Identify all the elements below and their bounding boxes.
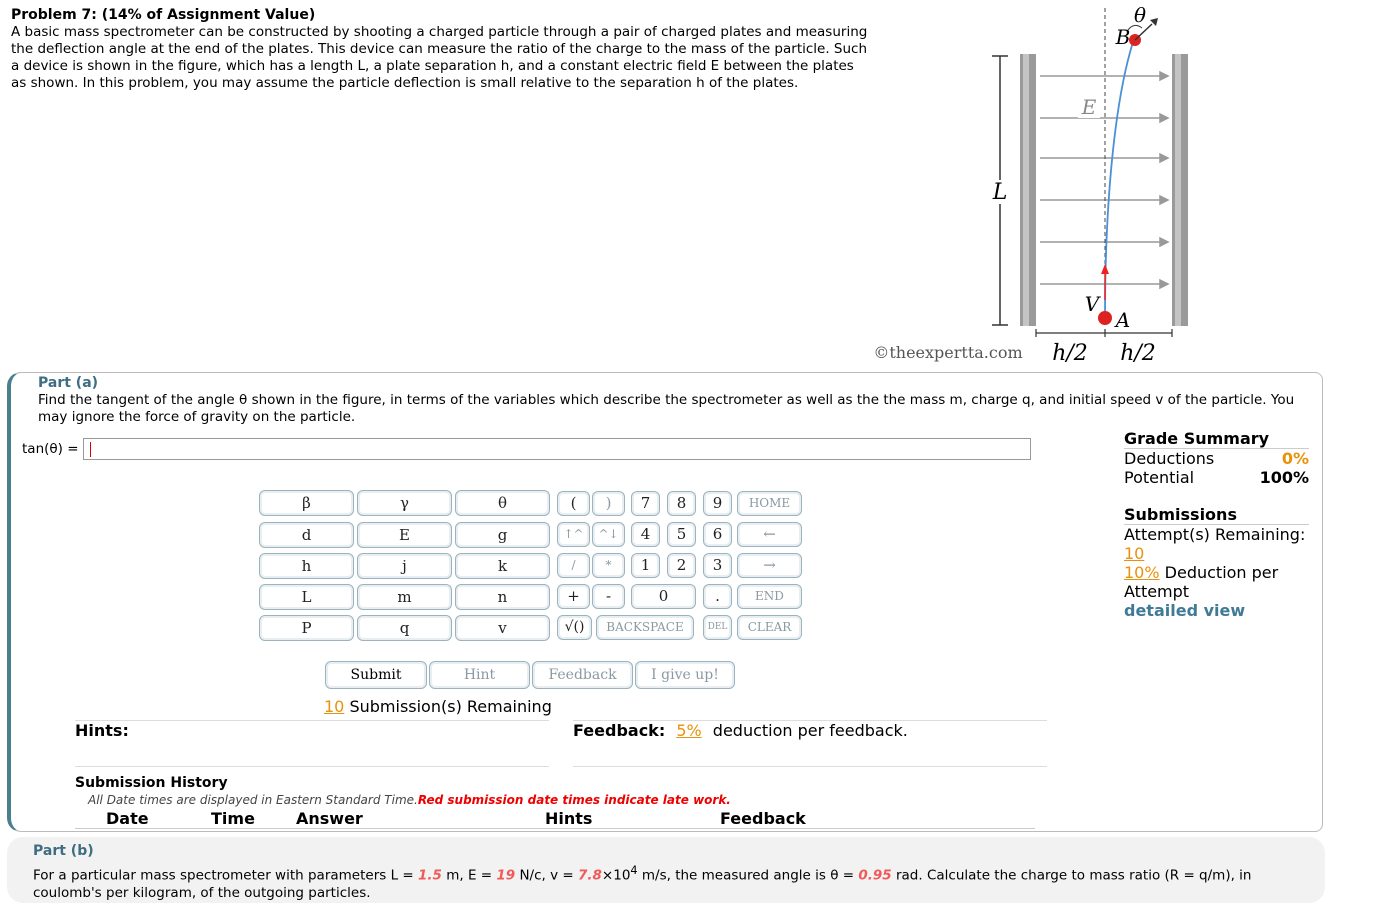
label-V: V	[1084, 292, 1100, 316]
history-col-date: Date	[106, 809, 149, 828]
part-b-text-6: rad. Calculate the charge to mass ratio (R = q/m), in coulomb's per kilogram, of the outgoing particles.	[33, 867, 1252, 901]
param-E: 19	[496, 867, 516, 884]
submissions-remaining-label: Submission(s) Remaining	[349, 697, 552, 716]
history-col-time: Time	[211, 809, 255, 828]
feedback-info	[573, 721, 908, 740]
key-L[interactable]: L	[259, 584, 354, 610]
history-col-hints: Hints	[545, 809, 593, 828]
key-6[interactable]: 6	[703, 522, 732, 547]
key-left-arrow[interactable]: ←	[737, 522, 802, 547]
part-b-text-4: ×10	[601, 867, 631, 884]
key-home[interactable]: HOME	[737, 491, 802, 516]
answer-input[interactable]	[83, 438, 1031, 460]
key-j[interactable]: j	[357, 553, 452, 579]
submission-history-title: Submission History	[75, 775, 228, 791]
key-5[interactable]: 5	[667, 522, 696, 547]
key-d[interactable]: d	[259, 522, 354, 548]
key-multiply[interactable]: *	[592, 553, 625, 578]
text-cursor	[90, 442, 91, 457]
hints-label: Hints:	[75, 721, 129, 740]
key-minus[interactable]: -	[592, 584, 625, 609]
key-theta[interactable]: θ	[455, 490, 550, 516]
key-down-power[interactable]: ^↓	[592, 522, 625, 547]
key-v[interactable]: v	[455, 615, 550, 641]
history-header-divider	[75, 828, 1035, 829]
param-L: 1.5	[418, 867, 442, 884]
label-theta: θ	[1133, 3, 1147, 27]
label-A: A	[1115, 308, 1131, 332]
part-b-text-2: m, E =	[441, 867, 497, 884]
key-0[interactable]: 0	[631, 584, 696, 609]
attempt-deduction-text: Deduction per Attempt	[1124, 563, 1279, 601]
key-up-power[interactable]: ↑^	[557, 522, 590, 547]
key-end[interactable]: END	[737, 584, 802, 609]
submit-button[interactable]: Submit	[325, 661, 427, 689]
param-theta: 0.95	[858, 867, 892, 884]
key-gamma[interactable]: γ	[357, 490, 452, 516]
key-E[interactable]: E	[357, 522, 452, 548]
part-b-text-1: For a particular mass spectrometer with parameters L =	[33, 867, 418, 884]
key-P[interactable]: P	[259, 615, 354, 641]
key-plus[interactable]: +	[557, 584, 590, 609]
key-q[interactable]: q	[357, 615, 452, 641]
submissions-title: Submissions	[1124, 505, 1309, 525]
key-right-arrow[interactable]: →	[737, 553, 802, 578]
key-del[interactable]: DEL	[703, 615, 732, 640]
hint-button[interactable]: Hint	[429, 661, 530, 689]
part-b-text-3: N/c, v =	[515, 867, 578, 884]
submissions-remaining	[324, 697, 552, 716]
key-7[interactable]: 7	[631, 491, 660, 516]
give-up-button[interactable]: I give up!	[635, 661, 735, 689]
figure-copyright: ©theexpertta.com	[873, 343, 1023, 362]
key-g[interactable]: g	[455, 522, 550, 548]
hints-bottom-divider	[75, 766, 549, 767]
key-backspace[interactable]: BACKSPACE	[596, 615, 694, 640]
timezone-note: All Date times are displayed in Eastern Standard Time.	[88, 793, 418, 807]
attempts-label: Attempt(s) Remaining:	[1124, 525, 1306, 544]
spectrometer-figure	[860, 0, 1190, 368]
key-beta[interactable]: β	[259, 490, 354, 516]
key-n[interactable]: n	[455, 584, 550, 610]
detailed-view-link[interactable]: detailed view	[1124, 601, 1246, 620]
key-9[interactable]: 9	[703, 491, 732, 516]
key-divide[interactable]: /	[557, 553, 590, 578]
label-E: E	[1081, 95, 1097, 119]
hints-top-divider	[75, 720, 549, 721]
key-clear[interactable]: CLEAR	[737, 615, 802, 640]
submission-history-note	[88, 793, 731, 807]
answer-label: tan(θ) =	[22, 441, 79, 457]
attempts-value: 10	[1124, 544, 1145, 563]
key-3[interactable]: 3	[703, 553, 732, 578]
key-2[interactable]: 2	[667, 553, 696, 578]
feedback-button[interactable]: Feedback	[532, 661, 633, 689]
late-work-note: Red submission date times indicate late work.	[417, 793, 731, 807]
feedback-label: Feedback:	[573, 721, 666, 740]
part-a-title: Part (a)	[38, 375, 99, 391]
potential-label: Potential	[1124, 468, 1195, 487]
potential-value: 100%	[1259, 468, 1309, 487]
grade-summary-title: Grade Summary	[1124, 429, 1309, 449]
part-b-text	[33, 862, 1303, 902]
label-L: L	[992, 180, 1008, 205]
key-1[interactable]: 1	[631, 553, 660, 578]
key-h[interactable]: h	[259, 553, 354, 579]
deductions-label: Deductions	[1124, 449, 1215, 468]
param-v: 7.8	[578, 867, 602, 884]
key-m[interactable]: m	[357, 584, 452, 610]
problem-title: Problem 7: (14% of Assignment Value)	[11, 7, 316, 23]
deductions-value: 0%	[1281, 449, 1309, 468]
problem-text: A basic mass spectrometer can be constructed by shooting a charged particle through a pair of charged plates and measuring the deflection angle at the end of the plates. This device can measure the ratio of the charge to the mass of the particle. Such a device is shown in the figure, which has a length L, a plate separation h, and a constant electric field E between the plates as shown. In this problem, you may assume the particle deflection is small relative to the separation h of the plates.	[11, 24, 868, 91]
feedback-deduction-pct: 5%	[676, 721, 702, 740]
key-8[interactable]: 8	[667, 491, 696, 516]
key-4[interactable]: 4	[631, 522, 660, 547]
key-open-paren[interactable]: (	[557, 491, 590, 516]
grade-summary	[1124, 429, 1309, 620]
part-a-text: Find the tangent of the angle θ shown in the figure, in terms of the variables which describe the spectrometer as well as the the mass m, charge q, and initial speed v of the particle. You may ignore the force of gravity on the particle.	[38, 392, 1295, 425]
feedback-deduction-text: deduction per feedback.	[712, 721, 908, 740]
label-h-half-left: h/2	[1052, 341, 1088, 366]
history-col-answer: Answer	[296, 809, 363, 828]
param-v-exponent: 4	[630, 864, 638, 877]
part-b-title: Part (b)	[33, 843, 94, 859]
label-h-half-right: h/2	[1120, 341, 1156, 366]
part-b-text-5: m/s, the measured angle is θ =	[637, 867, 859, 884]
submissions-remaining-count: 10	[324, 697, 345, 716]
key-k[interactable]: k	[455, 553, 550, 579]
history-col-feedback: Feedback	[720, 809, 806, 828]
key-dot[interactable]: .	[703, 584, 732, 609]
attempt-deduction-pct: 10%	[1124, 563, 1160, 582]
key-sqrt[interactable]: √()	[557, 615, 592, 640]
key-close-paren[interactable]: )	[592, 491, 625, 516]
feedback-bottom-divider	[573, 766, 1047, 767]
label-B: B	[1115, 25, 1131, 49]
